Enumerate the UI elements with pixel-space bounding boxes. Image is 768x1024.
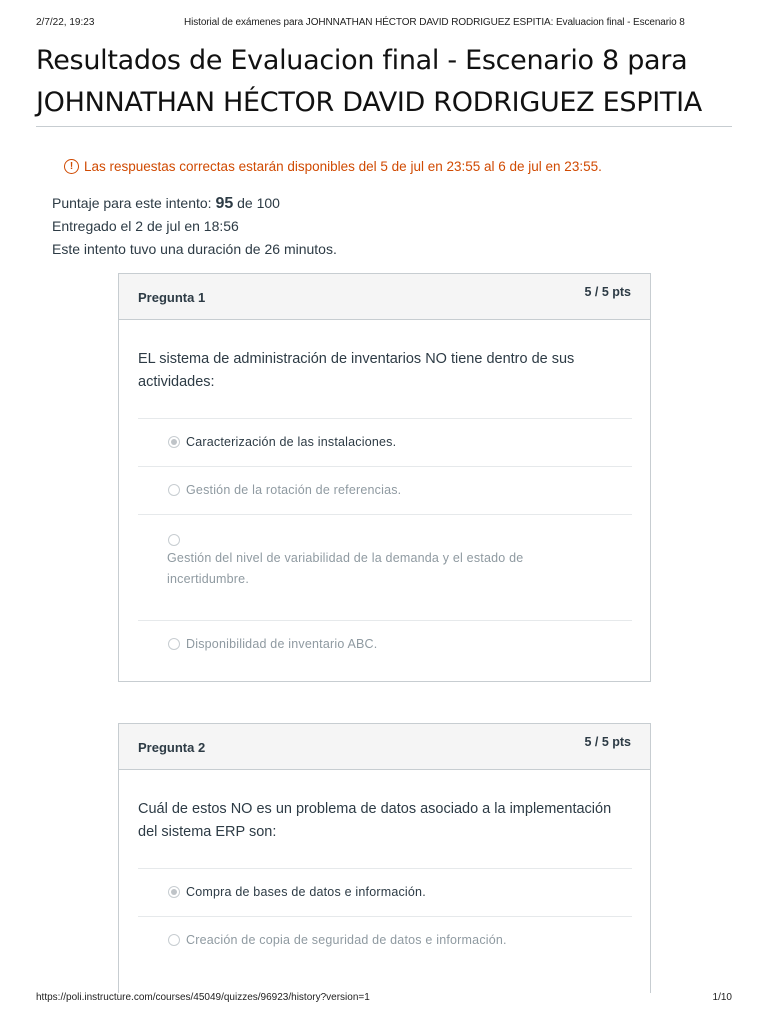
answer-text: Compra de bases de datos e información.	[186, 885, 426, 899]
answer-option[interactable]	[138, 515, 632, 621]
question-card-1	[118, 273, 651, 682]
question-header	[119, 724, 650, 770]
print-page-number: 1/10	[712, 992, 732, 1003]
radio-selected-icon[interactable]	[168, 436, 180, 448]
score-label: Puntaje para este intento:	[52, 195, 216, 211]
answer-option[interactable]	[138, 419, 632, 467]
warning-circle-icon: !	[64, 159, 79, 174]
answer-list	[138, 418, 632, 668]
title-divider	[36, 126, 732, 127]
answer-option[interactable]	[138, 869, 632, 917]
radio-selected-icon[interactable]	[168, 886, 180, 898]
answer-text: Caracterización de las instalaciones.	[186, 435, 397, 449]
question-name: Pregunta 2	[138, 740, 206, 755]
page-title	[36, 40, 736, 124]
answers-availability-notice	[64, 159, 602, 174]
answer-option[interactable]	[138, 467, 632, 515]
score-value: 95	[215, 195, 234, 212]
question-points: 5 / 5 pts	[584, 735, 631, 749]
answer-option[interactable]	[138, 621, 632, 668]
question-header	[119, 274, 650, 320]
attempt-duration: Este intento tuvo una duración de 26 minutos.	[52, 241, 337, 257]
answer-text: Gestión de la rotación de referencias.	[186, 483, 402, 497]
print-date: 2/7/22, 19:23	[36, 17, 95, 28]
radio-icon[interactable]	[168, 534, 180, 546]
question-card-2	[118, 723, 651, 993]
question-text: Cuál de estos NO es un problema de datos asociado a la implementación del sistema ERP son:	[138, 801, 612, 840]
attempt-score	[52, 192, 337, 215]
page-title-line1: Resultados de Evaluacion final - Escenario 8 para	[36, 45, 688, 76]
answer-text: Disponibilidad de inventario ABC.	[186, 637, 378, 651]
radio-icon[interactable]	[168, 484, 180, 496]
answer-option[interactable]	[138, 917, 632, 964]
notice-text: Las respuestas correctas estarán disponibles del 5 de jul en 23:55 al 6 de jul en 23:55.	[84, 159, 602, 174]
question-text: EL sistema de administración de inventarios NO tiene dentro de sus actividades:	[138, 351, 575, 390]
question-points: 5 / 5 pts	[584, 285, 631, 299]
answer-list	[138, 868, 632, 964]
print-url: https://poli.instructure.com/courses/45049/quizzes/96923/history?version=1	[36, 992, 370, 1003]
radio-icon[interactable]	[168, 638, 180, 650]
answer-text: Gestión del nivel de variabilidad de la demanda y el estado de incertidumbre.	[167, 551, 524, 586]
answer-text: Creación de copia de seguridad de datos e información.	[186, 933, 507, 947]
score-total: de 100	[233, 195, 280, 211]
attempt-submitted: Entregado el 2 de jul en 18:56	[52, 218, 239, 234]
print-header	[36, 17, 732, 31]
print-title: Historial de exámenes para JOHNNATHAN HÉCTOR DAVID RODRIGUEZ ESPITIA: Evaluacion final - Escenario 8	[184, 17, 685, 28]
radio-icon[interactable]	[168, 934, 180, 946]
attempt-summary	[52, 192, 337, 261]
page-title-line2: JOHNNATHAN HÉCTOR DAVID RODRIGUEZ ESPITIA	[36, 87, 702, 118]
question-name: Pregunta 1	[138, 290, 206, 305]
